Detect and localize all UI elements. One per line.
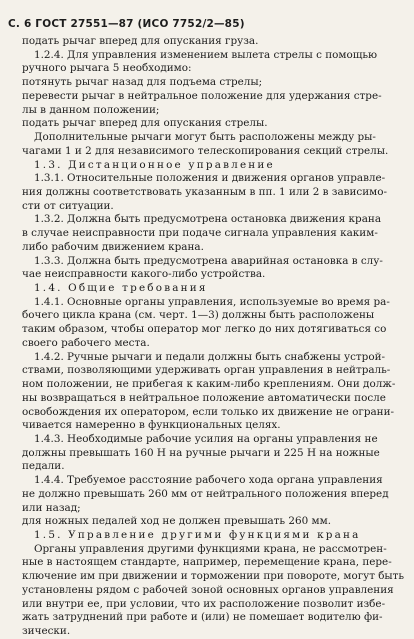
text-line: или внутри ее, при условии, что их расположение позволит избе- — [22, 597, 386, 610]
text-line: ключение им при движении и торможении при повороте, могут быть — [22, 570, 405, 583]
text-line: должны превышать 160 Н на ручные рычаги и 225 Н на ножные — [22, 446, 380, 459]
text-line: установлены рядом с рабочей зоной основных органов управления — [22, 583, 394, 596]
text-line: 1.4.1. Основные органы управления, используемые во время ра- — [34, 295, 390, 308]
text-line: 1.3.3. Должна быть предусмотрена аварийная остановка в слу- — [34, 254, 383, 267]
text-line: 1.4.4. Требуемое расстояние рабочего хода органа управления — [34, 474, 383, 487]
text-line: ном положении, не прибегая к каким-либо креплениям. Они долж- — [22, 378, 396, 390]
text-line: ствами, позволяющими удерживать орган управления в нейтраль- — [22, 364, 391, 377]
text-line: ручного рычага 5 необходимо: — [22, 62, 192, 75]
text-line: для ножных педалей ход не должен превышать 260 мм. — [22, 515, 331, 528]
text-line: зически. — [22, 625, 71, 637]
text-line: таким образом, чтобы оператор мог легко до них дотягиваться со — [22, 323, 387, 336]
section-heading: 1.4. Общие требования — [34, 282, 208, 294]
section-heading: 1.5. Управление другими функциями крана — [34, 529, 361, 541]
text-line: своего рабочего места. — [22, 336, 150, 349]
text-line: освобождения их оператором, если только их движение не ограни- — [22, 405, 395, 418]
text-line: Дополнительные рычаги могут быть расположены между ры- — [34, 131, 376, 143]
text-line: Органы управления другими функциями крана, не рассмотрен- — [34, 542, 387, 555]
text-line: не должно превышать 260 мм от нейтрального положения вперед — [22, 487, 389, 500]
text-line: чагами 1 и 2 для независимого телескопирования секций стрелы. — [22, 144, 389, 157]
text-line: потянуть рычаг назад для подъема стрелы; — [22, 76, 263, 89]
text-line: лы в данном положении; — [22, 103, 160, 116]
text-line: подать рычаг вперед для опускания стрелы. — [22, 117, 268, 130]
text-line: либо рабочим движением крана. — [22, 240, 204, 253]
text-line: чае неисправности какого-либо устройства. — [22, 268, 266, 281]
text-line: сти от ситуации. — [22, 199, 114, 212]
text-line: чивается намеренно в функциональных целях. — [22, 419, 281, 432]
text-line: ны возвращаться в нейтральное положение автоматически после — [22, 391, 386, 404]
text-line: 1.4.3. Необходимые рабочие усилия на органы управления не — [34, 432, 378, 445]
text-line: жать затруднений при работе и (или) не помешает водителю фи- — [22, 611, 383, 624]
section-heading: 1.3. Дистанционное управление — [34, 158, 275, 171]
text-line: подать рычаг вперед для опускания груза. — [22, 35, 259, 47]
text-line: ные в настоящем стандарте, например, перемещение крана, пере- — [22, 556, 392, 569]
text-line: перевести рычаг в нейтральное положение для удержания стре- — [22, 89, 382, 102]
text-line: педали. — [22, 460, 65, 473]
text-line: или назад; — [22, 501, 81, 514]
page-header: С. 6 ГОСТ 27551—87 (ИСО 7752/2—85) — [8, 18, 245, 30]
text-line: 1.4.2. Ручные рычаги и педали должны быть снабжены устрой- — [34, 350, 386, 363]
text-line: в случае неисправности при подаче сигнала управления каким- — [22, 227, 378, 240]
text-line: бочего цикла крана (см. черт. 1—3) должны быть расположены — [22, 309, 375, 322]
text-line: ния должны соответствовать указанным в пп. 1 или 2 в зависимо- — [22, 185, 388, 198]
text-line: 1.3.2. Должна быть предусмотрена остановка движения крана — [34, 213, 382, 226]
text-line: 1.3.1. Относительные положения и движения органов управле- — [34, 172, 386, 185]
text-line: 1.2.4. Для управления изменением вылета стрелы с помощью — [34, 48, 378, 61]
